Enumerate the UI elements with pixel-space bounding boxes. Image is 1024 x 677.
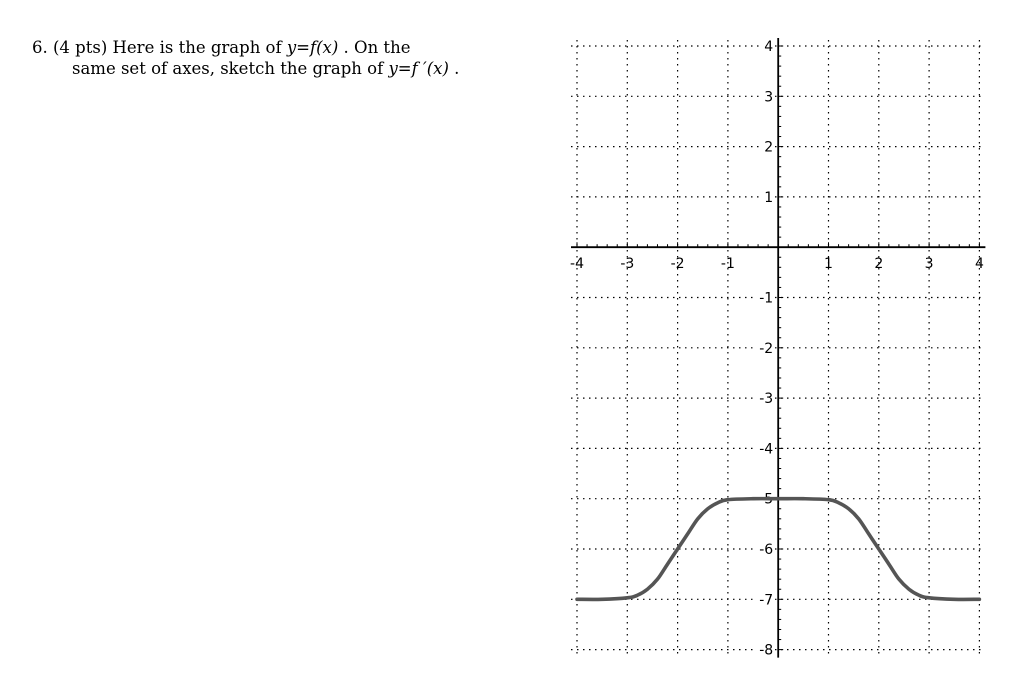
graph bbox=[560, 30, 1000, 670]
x-tick-label: 3 bbox=[924, 256, 934, 273]
x-tick-label: -4 bbox=[570, 256, 584, 273]
x-tick-label: 2 bbox=[874, 256, 884, 273]
question-text-d: . bbox=[454, 59, 460, 78]
question-line-2 bbox=[32, 58, 592, 79]
question-points: (4 pts) bbox=[53, 38, 108, 57]
x-tick-label: 1 bbox=[824, 256, 833, 273]
question-text-c: same set of axes, sketch the graph of bbox=[72, 59, 384, 78]
y-tick-label: -1 bbox=[759, 290, 774, 307]
question-text-a: Here is the graph of bbox=[112, 38, 282, 57]
y-tick-label: 4 bbox=[764, 39, 774, 55]
y-tick-label: 2 bbox=[764, 139, 774, 156]
x-tick-label: 4 bbox=[974, 256, 984, 273]
y-tick-label: -3 bbox=[759, 391, 774, 408]
x-tick-label: -2 bbox=[670, 256, 685, 273]
question-number: 6. bbox=[32, 38, 48, 57]
y-tick-label: 3 bbox=[764, 89, 774, 106]
y-tick-label: -2 bbox=[759, 340, 774, 357]
question-text bbox=[32, 37, 592, 79]
expr-fprime: y=f ′(x) bbox=[388, 59, 449, 78]
x-tick-label: -3 bbox=[620, 256, 635, 273]
y-tick-label: -7 bbox=[759, 592, 774, 609]
y-tick-label: 1 bbox=[764, 189, 774, 206]
y-tick-label: -4 bbox=[759, 441, 774, 458]
x-tick-label: -1 bbox=[720, 256, 735, 273]
question-text-b: . On the bbox=[343, 38, 411, 57]
grid bbox=[571, 40, 983, 654]
expr-f: y=f(x) bbox=[286, 38, 339, 57]
y-tick-label: -8 bbox=[759, 642, 774, 659]
y-tick-label: -6 bbox=[759, 542, 774, 558]
y-tick-label: -5 bbox=[759, 491, 774, 508]
